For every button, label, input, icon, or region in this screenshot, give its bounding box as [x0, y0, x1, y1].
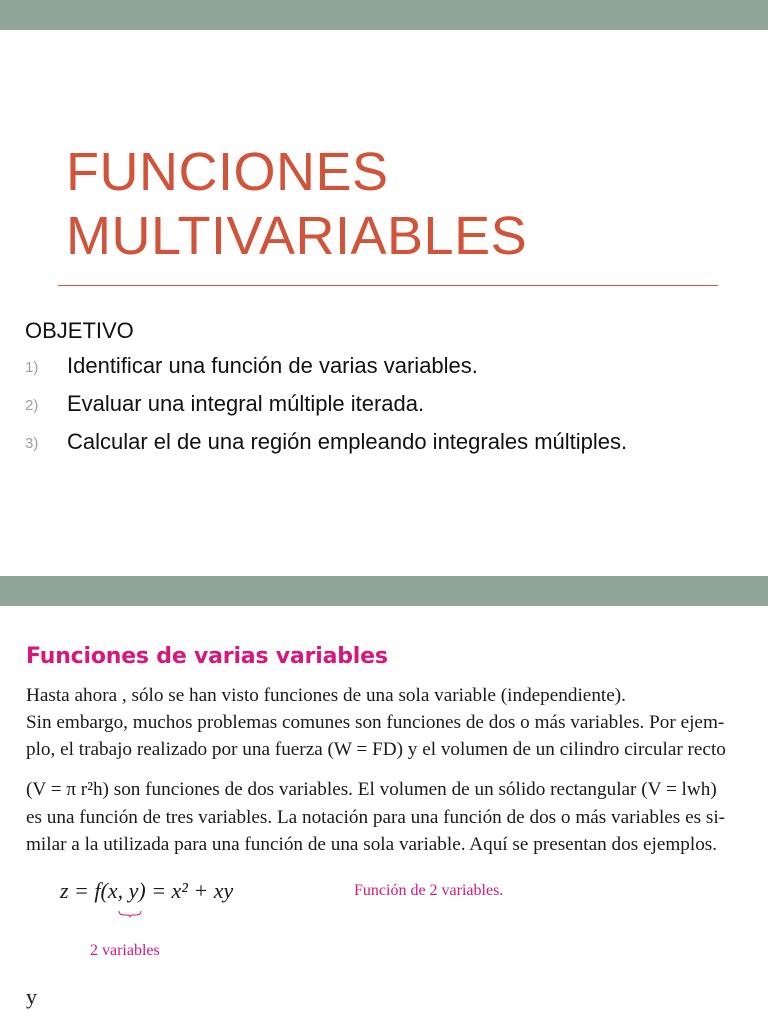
underbrace-icon: [118, 910, 142, 918]
paragraph-line: Sin embargo, muchos problemas comunes son funciones de dos o más variables. Por ejem-: [26, 712, 725, 733]
objective-number: 2): [25, 397, 39, 414]
section-title: Funciones de varias variables: [26, 644, 388, 669]
objective-item: [25, 352, 765, 390]
objective-item: [25, 390, 765, 428]
objective-text: Identificar una función de varias variables.: [67, 353, 478, 378]
paragraph-line: Hasta ahora , sólo se han visto funciones de una sola variable (independiente).: [26, 685, 626, 706]
title-line-1: FUNCIONES: [66, 142, 389, 202]
title-line-2: MULTIVARIABLES: [66, 206, 528, 266]
formula-note: Función de 2 variables.: [354, 882, 504, 899]
objective-text: Evaluar una integral múltiple iterada.: [67, 391, 425, 416]
trailing-text: y: [26, 984, 37, 1009]
objective-number: 3): [25, 435, 39, 452]
title-divider: [58, 285, 718, 286]
brace-note: 2 variables: [90, 942, 160, 959]
paragraph-line: (V = π r²h) son funciones de dos variables. El volumen de un sólido rectangular (V = lwh): [26, 779, 717, 800]
objective-label: OBJETIVO: [25, 318, 134, 343]
objective-text: Calcular el de una región empleando integrales múltiples.: [67, 429, 628, 454]
objectives-list: [25, 352, 765, 466]
formula: z = f(x, y) = x² + xy: [60, 878, 234, 903]
paragraph-line: plo, el trabajo realizado por una fuerza (W = FD) y el volumen de un cilindro circular recto: [26, 739, 726, 760]
paragraph-line: es una función de tres variables. La notación para una función de dos o más variables es si-: [26, 807, 726, 828]
top-band: [0, 0, 768, 30]
slide-separator-band: [0, 576, 768, 606]
paragraph-line: milar a la utilizada para una función de una sola variable. Aquí se presentan dos ejemplos.: [26, 834, 718, 855]
objective-number: 1): [25, 359, 39, 376]
slide-title: [66, 140, 726, 268]
objective-item: [25, 428, 765, 466]
